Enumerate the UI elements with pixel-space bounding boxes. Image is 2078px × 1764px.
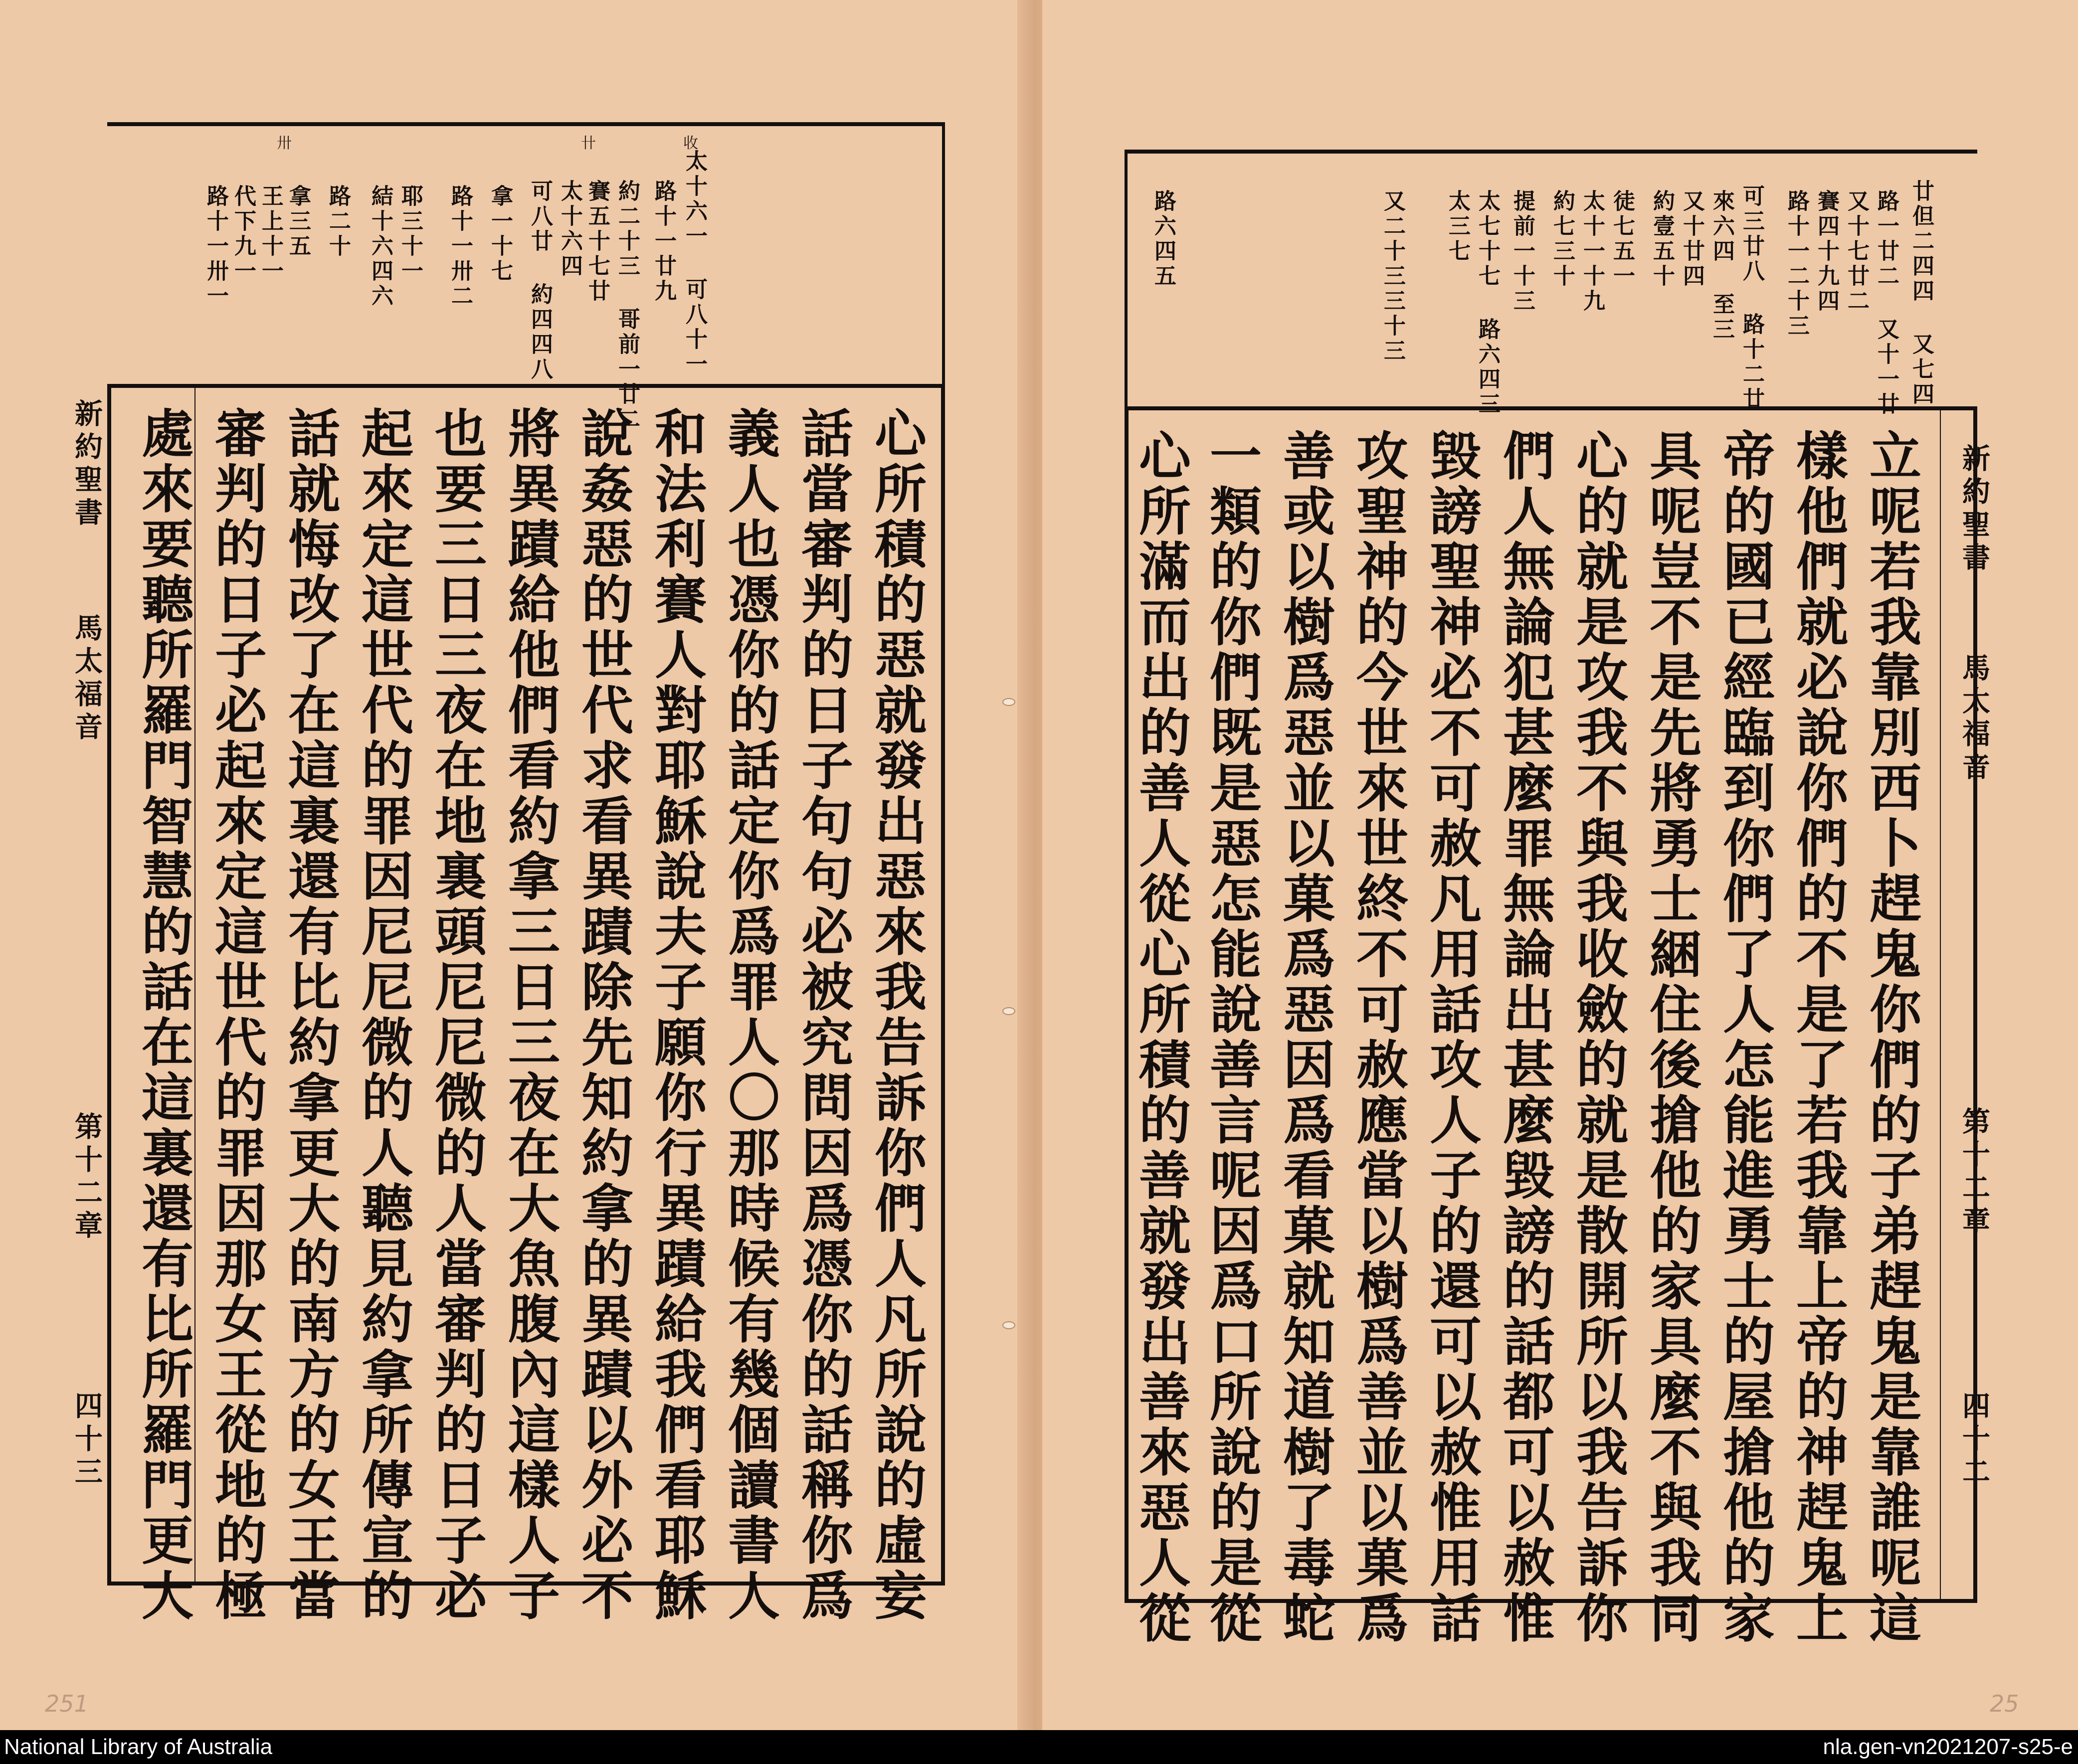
right-note: 來六四 至三 [1709, 189, 1734, 343]
left-note: 耶三十一 [397, 184, 423, 284]
right-note: 路六四五 [1150, 189, 1176, 289]
left-page-number: 四十三 [70, 1391, 103, 1490]
verse-column: 毀謗聖神必不可赦凡用話攻人子的還可以赦惟用話 [1421, 429, 1482, 1646]
right-note: 又十廿四 [1679, 189, 1704, 289]
verse-column: 義人也憑你的話定你爲罪人〇那時候有幾個讀書人 [719, 406, 780, 1624]
note-marker: 收 [683, 135, 698, 152]
note-marker: 卄 [581, 135, 596, 152]
verse-column: 將異蹟給他們看約拿三日三夜在大魚腹內這樣人子 [499, 406, 561, 1624]
right-note: 太三七 [1445, 189, 1470, 264]
left-header-rule [194, 384, 195, 1586]
footer-library-name: National Library of Australia [4, 1735, 273, 1759]
verse-column: 處來要聽所羅門智慧的話在這裏還有比所羅門更大 [133, 406, 194, 1624]
right-page-number: 四十二 [1958, 1391, 1990, 1490]
left-note: 太十六四 [557, 179, 582, 279]
verse-column: 心所積的惡就發出惡來我告訴你們人凡所說的虛妄 [866, 406, 927, 1624]
right-note: 徒七五一 [1609, 189, 1635, 289]
right-book-title: 馬太福音 [1958, 653, 1990, 785]
left-note: 王上十一 [258, 184, 283, 284]
verse-column: 具呢豈不是先將勇士綑住後搶他的家具麼不與我同 [1641, 429, 1702, 1646]
footer-image-id: nla.gen-vn2021207-s25-e [1823, 1735, 2073, 1759]
verse-column: 話當審判的日子句句必被究問因爲憑你的話稱你爲 [792, 406, 854, 1624]
left-note: 代下九一 [230, 184, 256, 284]
right-header-rule [1940, 406, 1941, 1603]
right-running-header: 新約聖書 [1958, 444, 1990, 575]
verse-column: 立呢若我靠別西卜趕鬼你們的子弟趕鬼是靠誰呢這 [1861, 429, 1922, 1646]
footer-bar [0, 1730, 2078, 1764]
left-note: 拿三五 [285, 184, 311, 259]
binding-hole [1002, 1321, 1015, 1329]
left-note: 路二十 [325, 184, 351, 259]
left-note: 路十一廿九 [651, 179, 676, 304]
left-note: 太十六一 可八十一 [682, 150, 707, 377]
left-notes-edge [942, 122, 945, 386]
left-note: 路十一卅二 [447, 184, 473, 309]
left-note: 約二十三 哥前一廿二 [614, 179, 640, 432]
right-note: 太十一十九 [1579, 189, 1605, 314]
binding-hole [1002, 698, 1015, 706]
verse-column: 帝的國已經臨到你們了人怎能進勇士的屋搶他的家 [1714, 429, 1775, 1646]
verse-column: 心的就是攻我不與我收斂的就是散開所以我告訴你 [1567, 429, 1629, 1646]
right-note: 提前一十三 [1510, 189, 1535, 314]
left-top-rule [107, 122, 945, 126]
right-note: 又二十三三十三 [1380, 189, 1405, 364]
verse-column: 也要三日三夜在地裏頭尼尼微的人當審判的日子必 [426, 406, 487, 1624]
left-note: 結十六四六 [368, 184, 393, 309]
pencil-mark: 25 [1990, 1690, 2019, 1717]
verse-column: 心所滿而出的善人從心所積的善就發出善來惡人從 [1130, 429, 1191, 1646]
right-note: 約七三十 [1549, 189, 1575, 289]
verse-column: 審判的日子必起來定這世代的罪因那女王從地的極 [206, 406, 267, 1624]
left-running-header: 新約聖書 [70, 399, 103, 530]
verse-column: 和法利賽人對耶穌說夫子願你行異蹟給我們看耶穌 [646, 406, 707, 1624]
pencil-mark: 251 [45, 1690, 89, 1717]
right-note: 路一廿二 又十一廿 [1874, 189, 1899, 417]
verse-column: 一類的你們既是惡怎能說善言呢因爲口所說的是從 [1201, 429, 1262, 1646]
binding-hole [1002, 1007, 1015, 1015]
right-notes-edge [1125, 150, 1128, 409]
left-chapter: 第十二章 [70, 1112, 103, 1243]
right-note: 賽四十九四 [1814, 189, 1839, 314]
left-note: 路十一卅一 [203, 184, 228, 309]
right-note: 太七十七 路六四三 [1475, 189, 1500, 417]
note-marker: 卅 [277, 135, 292, 152]
right-note: 約壹五十 [1649, 189, 1675, 289]
verse-column: 話就悔改了在這裏還有比約拿更大的南方的女王當 [279, 406, 341, 1624]
right-note: 廿但二四四 又七四 [1908, 179, 1934, 407]
left-note: 賽五十七廿 [584, 179, 610, 304]
verse-column: 說姦惡的世代求看異蹟除先知約拿的異蹟以外必不 [572, 406, 634, 1624]
verse-column: 起來定這世代的罪因尼尼微的人聽見約拿所傳宣的 [353, 406, 414, 1624]
right-note: 又十七廿二 [1844, 189, 1869, 314]
right-top-rule [1125, 150, 1977, 154]
right-note: 路十一二十三 [1784, 189, 1809, 339]
verse-column: 樣他們就必說你們的不是了若我靠上帝的神趕鬼上 [1787, 429, 1849, 1646]
left-note: 可八廿 約四四八 [527, 179, 553, 382]
right-chapter: 第十二章 [1958, 1107, 1990, 1238]
left-book-title: 馬太福音 [70, 613, 103, 745]
verse-column: 攻聖神的今世來世終不可赦應當以樹爲善並以菓爲 [1347, 429, 1409, 1646]
verse-column: 善或以樹爲惡並以菓爲惡因爲看菓就知道樹了毒蛇 [1274, 429, 1335, 1646]
right-note: 可三廿八 路十二廿 [1739, 184, 1764, 412]
verse-column: 們人無論犯甚麼罪無論出甚麼毀謗的話都可以赦惟 [1494, 429, 1555, 1646]
left-note: 拿一十七 [487, 184, 513, 284]
